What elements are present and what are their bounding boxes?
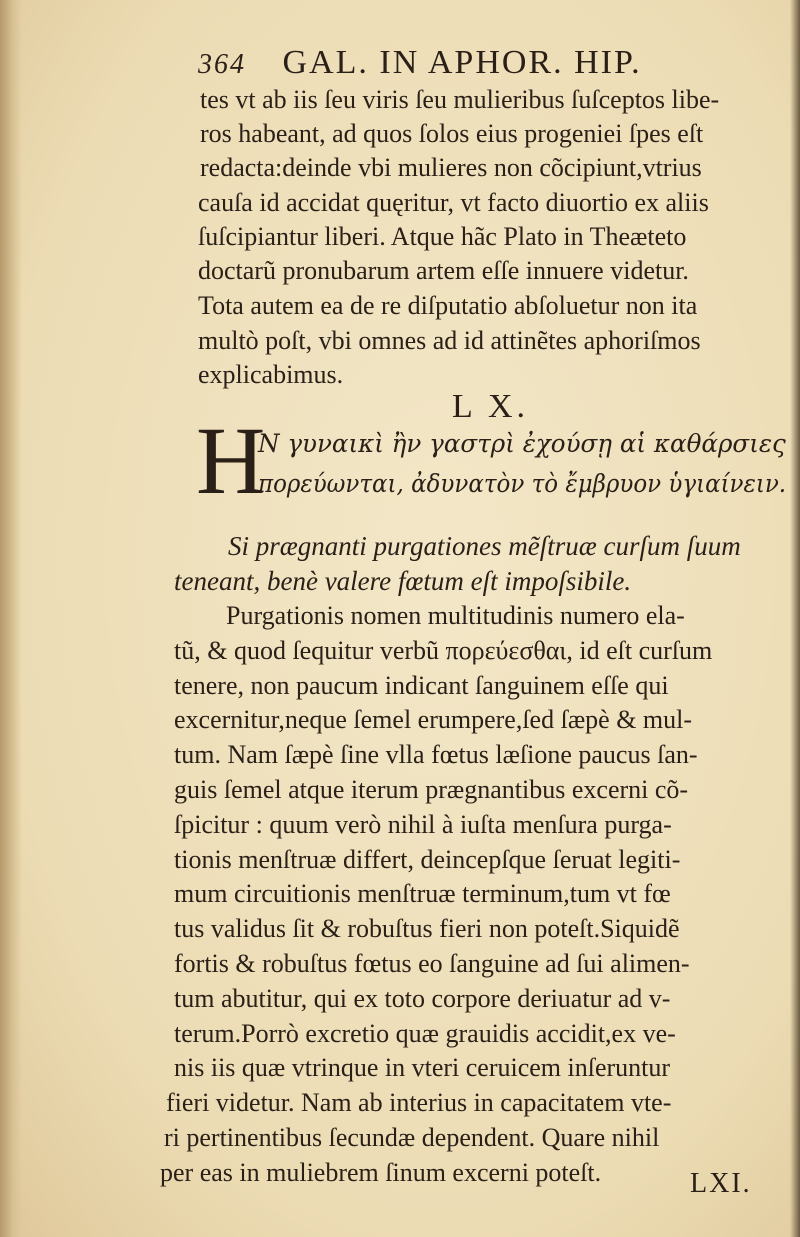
- text-line: ros habeant, ad quos ſolos eius progeniei ſpes eſt: [200, 119, 704, 148]
- text-line: guis ſemel atque iterum prægnantibus excerni cõ-: [174, 775, 689, 804]
- text-line: ſuſcipiantur liberi. Atque hãc Plato in Theæteto: [198, 222, 687, 251]
- text-line: Tota autem ea de re diſputatio abſoluetur non ita: [198, 291, 698, 320]
- italic-line: teneant, benè valere fœtum eſt impoſsibile.: [174, 566, 632, 596]
- text-line: mum circuitionis menſtruæ terminum,tum vt fœ: [174, 879, 671, 908]
- text-line: tus validus ſit & robuſtus fieri non poteſt.Siquidẽ: [174, 914, 680, 943]
- text-line: tionis menſtruæ differt, deincepſque ſeruat legiti-: [174, 845, 681, 874]
- section-heading: L X.: [452, 388, 530, 425]
- text-line: tũ, & quod ſequitur verbũ πορεύεσθαι, id eſt curſum: [174, 636, 713, 665]
- text-line: terum.Porrò excretio quæ grauidis accidit,ex ve-: [174, 1019, 676, 1048]
- greek-line: πορεύωνται, ἀδυνατὸν τὸ ἔμβρυον ὑγιαίνειν.: [258, 469, 787, 498]
- text-line: explicabimus.: [198, 360, 344, 389]
- text-line: ſpicitur : quum verò nihil à iuſta menſura purga-: [174, 810, 672, 839]
- running-title: GAL. IN APHOR. HIP.: [282, 44, 642, 81]
- text-line: per eas in muliebrem ſinum excerni poteſt.: [160, 1158, 602, 1187]
- drop-cap: H: [196, 407, 266, 514]
- page-number: 364: [198, 49, 246, 80]
- greek-line: N γυναικὶ ἢν γαστρὶ ἐχούσῃ αἱ καθάρσιες: [258, 429, 786, 458]
- text-line: ri pertinentibus ſecundæ dependent. Quare nihil: [164, 1123, 660, 1152]
- text-line: tenere, non paucum indicant ſanguinem eſſe qui: [174, 671, 669, 700]
- text-line: tes vt ab iis ſeu viris ſeu mulieribus ſuſceptos libe-: [200, 85, 720, 114]
- text-line: cauſa id accidat quęritur, vt facto diuortio ex aliis: [198, 188, 709, 217]
- text-line: excernitur,neque ſemel erumpere,ſed ſæpè & mul-: [174, 705, 693, 734]
- text-line: fieri videtur. Nam ab interius in capacitatem vte-: [166, 1088, 672, 1117]
- text-line: Purgationis nomen multitudinis numero ela-: [226, 601, 685, 630]
- text-line: multò poſt, vbi omnes ad id attinẽtes aphoriſmos: [198, 326, 701, 355]
- text-line: tum abutitur, qui ex toto corpore deriuatur ad v-: [174, 984, 671, 1013]
- text-line: fortis & robuſtus fœtus eo ſanguine ad ſui alimen-: [174, 949, 690, 978]
- text-line: tum. Nam ſæpè ſine vlla fœtus læſione paucus ſan-: [174, 740, 698, 769]
- text-line: nis iis quæ vtrinque in vteri ceruicem inſeruntur: [174, 1053, 671, 1082]
- text-line: doctarũ pronubarum artem eſſe innuere videtur.: [198, 256, 689, 285]
- text-line: redacta:deinde vbi mulieres non cõcipiunt,vtrius: [200, 153, 702, 182]
- catchword: LXI.: [690, 1168, 752, 1199]
- italic-line: Si prægnanti purgationes mẽſtruæ curſum ſuum: [228, 531, 741, 561]
